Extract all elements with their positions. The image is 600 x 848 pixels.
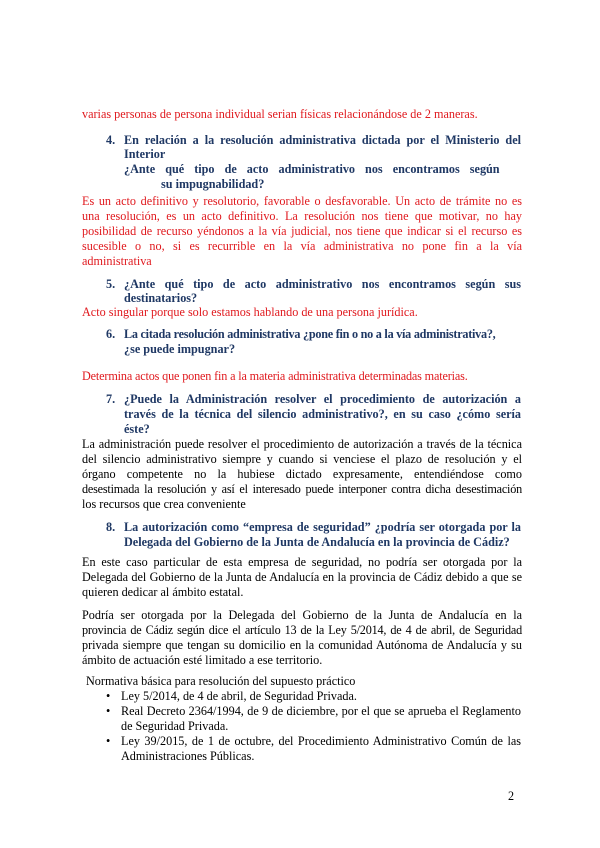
a7-line-4: desestimada la resolución y así el interesado puede interponer contra dicha desestimación <box>82 482 522 496</box>
q7-line-2: través de la técnica del silencio administrativo?, en su caso ¿cómo sería <box>124 407 521 421</box>
a8b-line-1: Podría ser otorgada por la Delegada del Gobierno de la Junta de Andalucía en la <box>82 608 522 622</box>
a8a-line-1: En este caso particular de esta empresa de seguridad, no podría ser otorgada por la <box>82 555 522 569</box>
q7-line-3: éste? <box>124 422 150 436</box>
q4-line-3: ¿Ante qué tipo de acto administrativo nos encontramos según <box>124 162 500 176</box>
normativa-heading: Normativa básica para resolución del supuesto práctico <box>86 674 356 688</box>
page-number: 2 <box>508 789 515 803</box>
bullet-1: • <box>106 689 111 703</box>
q4-line-1: En relación a la resolución administrativa dictada por el Ministerio del <box>124 133 521 147</box>
q6-line-2: ¿se puede impugnar? <box>124 342 236 356</box>
intro-line: varias personas de persona individual serian físicas relacionándose de 2 maneras. <box>82 107 478 121</box>
a8a-line-2: Delegada del Gobierno de la Junta de Andalucía en la provincia de Cádiz debido a que se <box>82 570 522 584</box>
a8b-line-4: ámbito de actuación esté limitado a ese territorio. <box>82 653 323 667</box>
q4-number: 4. <box>106 133 116 147</box>
q8-line-2: Delegada del Gobierno de la Junta de Andalucía en la provincia de Cádiz? <box>124 535 510 549</box>
normativa-item-2-line-2: de Seguridad Privada. <box>121 719 229 733</box>
a6-line: Determina actos que ponen fin a la materia administrativa determinadas materias. <box>82 369 468 383</box>
q7-number: 7. <box>106 392 116 406</box>
a7-line-2: del silencio administrativo siempre y cuando si venciese el plazo de resolución y el <box>82 452 522 466</box>
a7-line-5: los recursos que crea conveniente <box>82 497 246 511</box>
a7-line-3: órgano competente no la hubiese dictado expresamente, entendiéndose como <box>82 467 522 481</box>
bullet-2: • <box>106 704 111 718</box>
a4-line-4: sucesible o no, si es recurrible en la vía administrativa no pone fin a la vía <box>82 239 522 253</box>
a8b-line-2: provincia de Cádiz según dice el artículo 13 de la Ley 5/2014, de 4 de abril, de Seguridad <box>82 623 522 637</box>
q5-line-2: destinatarios? <box>124 291 198 305</box>
normativa-item-3-line-1: Ley 39/2015, de 1 de octubre, del Procedimiento Administrativo Común de las <box>121 734 521 748</box>
q4-line-2: Interior <box>124 147 166 161</box>
q4-line-4: su impugnabilidad? <box>161 177 265 191</box>
a7-line-1: La administración puede resolver el procedimiento de autorización a través de la técnica <box>82 437 522 451</box>
q5-line-1: ¿Ante qué tipo de acto administrativo nos encontramos según sus <box>124 277 521 291</box>
q8-line-1: La autorización como “empresa de seguridad” ¿podría ser otorgada por la <box>124 520 521 534</box>
normativa-item-1: Ley 5/2014, de 4 de abril, de Seguridad Privada. <box>121 689 357 703</box>
normativa-item-2-line-1: Real Decreto 2364/1994, de 9 de diciembre, por el que se aprueba el Reglamento <box>121 704 521 718</box>
a4-line-2: una resolución, es un acto definitivo. La resolución nos tiene que motivar, no hay <box>82 209 522 223</box>
q6-number: 6. <box>106 327 116 341</box>
q5-number: 5. <box>106 277 116 291</box>
a4-line-3: posibilidad de recurso yéndonos a la vía judicial, nos tiene que indicar si el recurso es <box>82 224 522 238</box>
a8b-line-3: privada siempre que tengan su domicilio en la comunidad Autónoma de Andalucía y su <box>82 638 522 652</box>
a5-line: Acto singular porque solo estamos hablando de una persona jurídica. <box>82 305 418 319</box>
q8-number: 8. <box>106 520 116 534</box>
q6-line-1: La citada resolución administrativa ¿pone fin o no a la vía administrativa?, <box>124 327 496 341</box>
normativa-item-3-line-2: Administraciones Públicas. <box>121 749 255 763</box>
a8a-line-3: quieren dedicar al ámbito estatal. <box>82 585 244 599</box>
bullet-3: • <box>106 734 111 748</box>
a4-line-5: administrativa <box>82 254 152 268</box>
a4-line-1: Es un acto definitivo y resolutorio, favorable o desfavorable. Un acto de trámite no es <box>82 194 522 208</box>
q7-line-1: ¿Puede la Administración resolver el procedimiento de autorización a <box>124 392 521 406</box>
